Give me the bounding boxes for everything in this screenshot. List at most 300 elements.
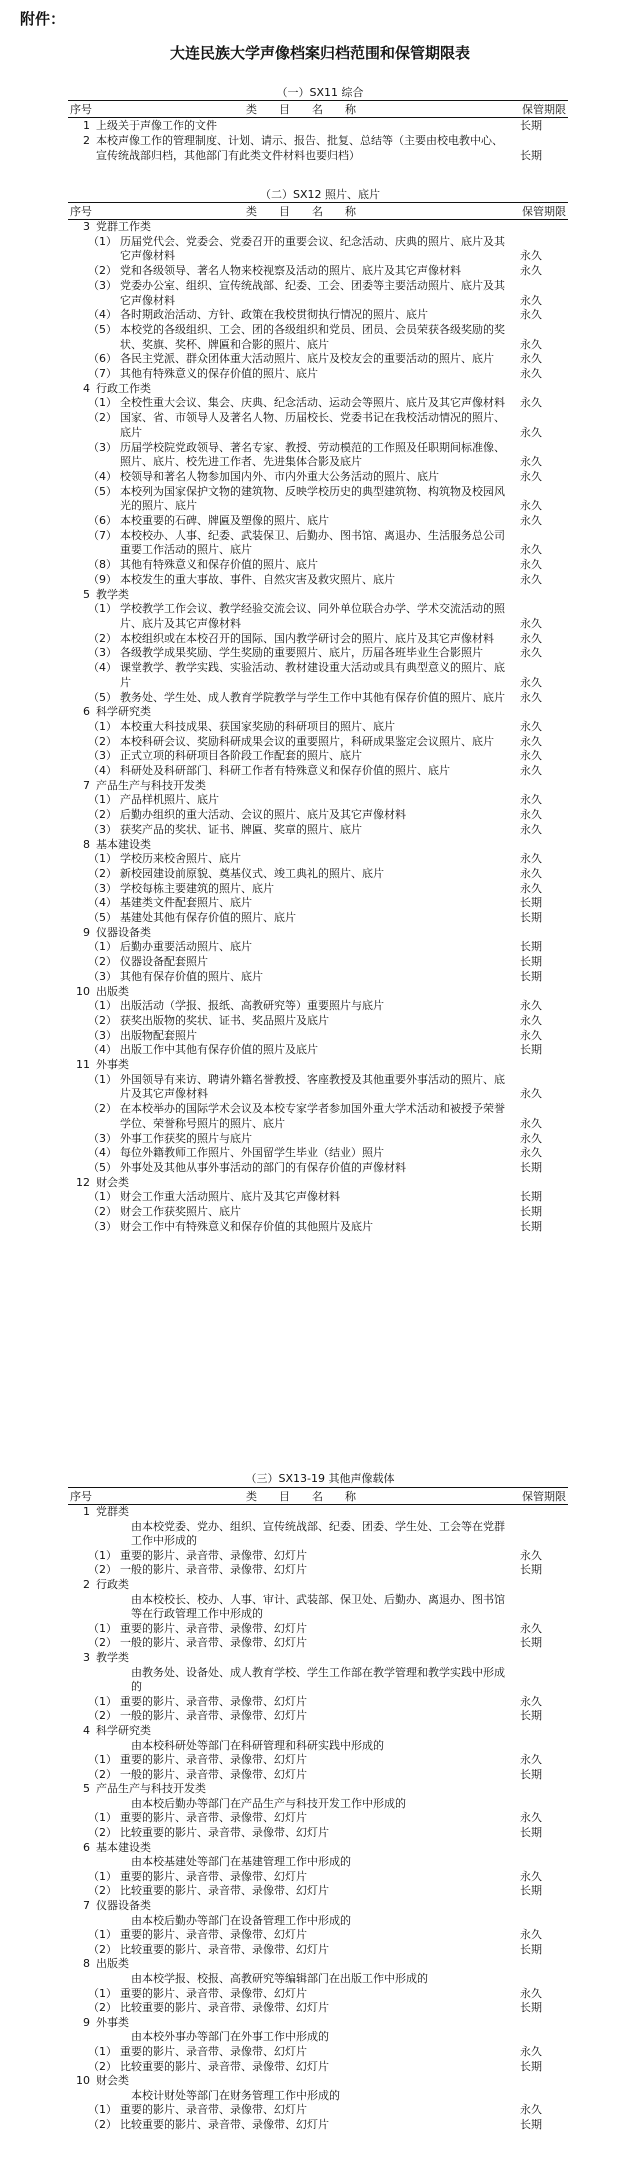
row-number: （1） — [88, 719, 117, 733]
row-retention-period: 长期 — [520, 149, 542, 162]
row-number: 8 — [83, 1957, 90, 1971]
row-number: （2） — [88, 1767, 117, 1781]
row-number: （1） — [88, 1753, 117, 1767]
row-category-text: 其他有特殊意义的保存价值的照片、底片 — [120, 367, 318, 381]
row-category-text: 重要的影片、录音带、录像带、幻灯片 — [120, 1753, 307, 1767]
row-number: （3） — [88, 278, 117, 292]
row-category-text: 重要的影片、录音带、录像带、幻灯片 — [120, 1986, 307, 2000]
row-number: （3） — [88, 440, 117, 454]
table-row — [68, 1622, 568, 1637]
table-row — [68, 793, 568, 808]
header-num: 序号 — [70, 103, 92, 116]
row-category-text: 新校园建设前原貌、奠基仪式、竣工典礼的照片、底片 — [120, 866, 384, 880]
row-retention-period: 永久 — [520, 1087, 542, 1101]
attachment-label: 附件： — [20, 10, 66, 28]
row-category-text: 历届学校院党政领导、著名专家、教授、劳动模范的工作照及任职期间标准像、照片、底片、校先进工作者、先进集体合影及底片 — [120, 440, 505, 469]
row-number: （7） — [88, 528, 117, 542]
row-number: 8 — [83, 837, 90, 851]
table-row — [68, 2074, 568, 2089]
table-row — [68, 2030, 568, 2045]
row-number: （2） — [88, 1884, 117, 1898]
row-category-text: 出版物配套照片 — [120, 1028, 197, 1042]
row-category-text: 外事处及其他从事外事活动的部门的有保存价值的声像材料 — [120, 1161, 406, 1174]
table-row — [68, 646, 568, 661]
table-row — [68, 852, 568, 867]
row-number: （3） — [88, 881, 117, 895]
table-row — [68, 1102, 568, 1131]
row-retention-period: 永久 — [520, 499, 542, 513]
row-number: （2） — [88, 1013, 117, 1027]
row-retention-period: 永久 — [520, 308, 542, 322]
row-number: 10 — [76, 2074, 90, 2088]
table-row — [68, 1709, 568, 1724]
table-row — [68, 470, 568, 485]
table-row — [68, 1190, 568, 1205]
row-category-text: 每位外籍教师工作照片、外国留学生毕业（结业）照片 — [120, 1146, 384, 1160]
table-row — [68, 882, 568, 897]
row-category-text: 课堂教学、教学实践、实验活动、教材建设重大活动或具有典型意义的照片、底片 — [120, 661, 505, 689]
row-number: （3） — [88, 1219, 117, 1233]
row-category-text: 教务处、学生处、成人教育学院教学与学生工作中其他有保存价值的照片、底片 — [120, 690, 505, 704]
row-category-text: 本校重大科技成果、获国家奖励的科研项目的照片、底片 — [120, 719, 395, 733]
row-number: 3 — [83, 220, 90, 233]
row-category-text: 学校历来校舍照片、底片 — [120, 852, 241, 866]
table-row — [68, 220, 568, 235]
row-number: （1） — [88, 1548, 117, 1562]
row-category-text: 财会类 — [96, 2074, 129, 2088]
row-retention-period: 永久 — [520, 2103, 542, 2117]
row-category-text: 基本建设类 — [96, 837, 151, 851]
table-row — [68, 2001, 568, 2016]
row-category-text: 财会工作获奖照片、底片 — [120, 1205, 241, 1219]
row-category-text: 由本校基建处等部门在基建管理工作中形成的 — [131, 1855, 351, 1869]
row-category-text: 本校科研会议、奖励科研成果会议的重要照片，科研成果鉴定会议照片、底片 — [120, 734, 494, 748]
row-retention-period: 长期 — [520, 119, 542, 132]
row-number: （1） — [88, 1621, 117, 1635]
row-category-text: 一般的影片、录音带、录像带、幻灯片 — [120, 1767, 307, 1781]
row-retention-period: 永久 — [520, 822, 542, 836]
row-category-text: 本校计财处等部门在财务管理工作中形成的 — [131, 2088, 340, 2102]
row-retention-period: 永久 — [520, 1811, 542, 1825]
row-number: （8） — [88, 558, 117, 572]
row-category-text: 出版工作中其他有保存价值的照片及底片 — [120, 1043, 318, 1057]
table-row — [68, 1636, 568, 1651]
row-category-text: 由本校校长、校办、人事、审计、武装部、保卫处、后勤办、离退办、图书馆等在行政管理工作中形成的 — [131, 1592, 505, 1621]
row-number: 2 — [83, 1577, 90, 1591]
row-number: （1） — [88, 1190, 117, 1204]
row-number: （6） — [88, 514, 117, 528]
row-retention-period: 长期 — [520, 911, 542, 925]
row-retention-period: 永久 — [520, 293, 542, 307]
row-retention-period: 长期 — [520, 969, 542, 983]
row-retention-period: 永久 — [520, 881, 542, 895]
table-row — [68, 411, 568, 440]
row-number: 6 — [83, 1840, 90, 1854]
row-category-text: 重要的影片、录音带、录像带、幻灯片 — [120, 1694, 307, 1708]
section-2-rows — [68, 220, 568, 1235]
table-row — [68, 2016, 568, 2031]
row-category-text: 后勤办组织的重大活动、会议的照片、底片及其它声像材料 — [120, 808, 406, 822]
row-number: （1） — [88, 1694, 117, 1708]
row-category-text: 本校发生的重大事故、事件、自然灾害及救灾照片、底片 — [120, 572, 395, 586]
table-row — [68, 735, 568, 750]
row-category-text: 由本校外事办等部门在外事工作中形成的 — [131, 2030, 329, 2044]
row-retention-period: 长期 — [520, 1826, 542, 1840]
row-category-text: 财会工作重大活动照片、底片及其它声像材料 — [120, 1190, 340, 1204]
row-category-text: 教学类 — [96, 587, 129, 601]
row-retention-period: 长期 — [520, 1563, 542, 1577]
row-category-text: 基建类文件配套照片、底片 — [120, 896, 252, 910]
row-number: 7 — [83, 778, 90, 792]
row-number: 6 — [83, 705, 90, 719]
row-number: 1 — [83, 1505, 90, 1518]
row-category-text: 全校性重大会议、集会、庆典、纪念活动、运动会等照片、底片及其它声像材料 — [120, 396, 505, 410]
table-row — [68, 1841, 568, 1856]
header-category: 类目名称 — [246, 1490, 378, 1503]
row-category-text: 其他有特殊意义和保存价值的照片、底片 — [120, 558, 318, 572]
row-category-text: 党群工作类 — [96, 220, 151, 233]
row-number: 3 — [83, 1650, 90, 1664]
row-number: （2） — [88, 1942, 117, 1956]
table-row — [68, 779, 568, 794]
row-retention-period: 永久 — [520, 2044, 542, 2058]
row-category-text: 财会工作中有特殊意义和保存价值的其他照片及底片 — [120, 1219, 373, 1233]
row-number: （5） — [88, 1161, 117, 1174]
table-row — [68, 720, 568, 735]
row-category-text: 获奖出版物的奖状、证书、奖品照片及底片 — [120, 1013, 329, 1027]
table-row — [68, 2045, 568, 2060]
row-number: （5） — [88, 322, 117, 336]
row-category-text: 产品生产与科技开发类 — [96, 1782, 206, 1796]
row-category-text: 科学研究类 — [96, 705, 151, 719]
table-row — [68, 1753, 568, 1768]
row-number: 5 — [83, 1782, 90, 1796]
table-row — [68, 1666, 568, 1695]
row-category-text: 各民主党派、群众团体重大活动照片、底片及校友会的重要活动的照片、底片 — [120, 352, 494, 366]
table-row — [68, 764, 568, 779]
row-category-text: 出版类 — [96, 984, 129, 998]
row-category-text: 后勤办重要活动照片、底片 — [120, 940, 252, 954]
table-row — [68, 1899, 568, 1914]
row-number: 11 — [76, 1058, 90, 1072]
table-row — [68, 529, 568, 558]
row-number: （1） — [88, 1986, 117, 2000]
row-category-text: 一般的影片、录音带、录像带、幻灯片 — [120, 1563, 307, 1577]
row-retention-period: 永久 — [520, 719, 542, 733]
row-number: （1） — [88, 602, 117, 616]
row-category-text: 比较重要的影片、录音带、录像带、幻灯片 — [120, 1942, 329, 1956]
row-retention-period: 永久 — [520, 469, 542, 483]
row-category-text: 产品样机照片、底片 — [120, 793, 219, 807]
row-category-text: 外事工作获奖的照片与底片 — [120, 1131, 252, 1145]
table-row — [68, 279, 568, 308]
row-retention-period: 永久 — [520, 543, 542, 557]
table-row — [68, 955, 568, 970]
table-row — [68, 308, 568, 323]
row-retention-period: 永久 — [520, 1986, 542, 2000]
row-category-text: 外国领导有来访、聘请外籍名誉教授、客座教授及其他重要外事活动的照片、底片及其它声像材料 — [120, 1072, 505, 1101]
row-number: （2） — [88, 1826, 117, 1840]
row-number: （2） — [88, 411, 117, 425]
row-number: （2） — [88, 2117, 117, 2131]
table-row — [68, 1928, 568, 1943]
row-category-text: 党群类 — [96, 1505, 129, 1518]
table-row — [68, 133, 568, 163]
row-retention-period: 永久 — [520, 734, 542, 748]
row-number: （3） — [88, 749, 117, 763]
row-number: （2） — [88, 2001, 117, 2015]
row-category-text: 仪器设备配套照片 — [120, 955, 208, 969]
row-category-text: 重要的影片、录音带、录像带、幻灯片 — [120, 1548, 307, 1562]
table-row — [68, 867, 568, 882]
header-num: 序号 — [70, 1490, 92, 1503]
row-number: （1） — [88, 940, 117, 954]
table-row — [68, 1058, 568, 1073]
table-row — [68, 705, 568, 720]
row-category-text: 本校组织或在本校召开的国际、国内教学研讨会的照片、底片及其它声像材料 — [120, 631, 494, 645]
row-number: （2） — [88, 1709, 117, 1723]
row-category-text: 国家、省、市领导人及著名人物、历届校长、党委书记在我校活动情况的照片、底片 — [120, 411, 505, 439]
table-row — [68, 1943, 568, 1958]
row-category-text: 重要的影片、录音带、录像带、幻灯片 — [120, 1928, 307, 1942]
row-retention-period: 永久 — [520, 1753, 542, 1767]
row-number: 9 — [83, 925, 90, 939]
table-row — [68, 1073, 568, 1102]
table-row — [68, 1593, 568, 1622]
row-number: （5） — [88, 911, 117, 925]
table-row — [68, 352, 568, 367]
header-period: 保管期限 — [522, 1490, 566, 1503]
table-row — [68, 970, 568, 985]
row-number: （3） — [88, 646, 117, 660]
row-retention-period: 长期 — [520, 1219, 542, 1233]
table-row — [68, 1651, 568, 1666]
row-number: （2） — [88, 1636, 117, 1650]
row-retention-period: 永久 — [520, 352, 542, 366]
row-category-text: 由本校后勤办等部门在设备管理工作中形成的 — [131, 1913, 351, 1927]
section-title-3: （三）SX13-19 其他声像载体 — [245, 1472, 395, 1485]
header-category: 类目名称 — [246, 103, 378, 116]
table-row — [68, 118, 568, 133]
row-number: （3） — [88, 1131, 117, 1145]
row-category-text: 基本建设类 — [96, 1840, 151, 1854]
table-row — [68, 1014, 568, 1029]
row-retention-period: 永久 — [520, 1928, 542, 1942]
row-category-text: 仪器设备类 — [96, 1899, 151, 1913]
row-number: （1） — [88, 2103, 117, 2117]
table-row — [68, 602, 568, 631]
row-category-text: 校领导和著名人物参加国内外、市内外重大公务活动的照片、底片 — [120, 469, 439, 483]
table-row — [68, 1029, 568, 1044]
row-category-text: 学校每栋主要建筑的照片、底片 — [120, 881, 274, 895]
table-row — [68, 1220, 568, 1235]
row-retention-period: 永久 — [520, 690, 542, 704]
document-title: 大连民族大学声像档案归档范围和保管期限表 — [169, 44, 470, 62]
table-row — [68, 999, 568, 1014]
header-period: 保管期限 — [522, 103, 566, 116]
row-retention-period: 长期 — [520, 2059, 542, 2073]
row-retention-period: 永久 — [520, 249, 542, 263]
row-number: （2） — [88, 1563, 117, 1577]
table-row — [68, 1563, 568, 1578]
table-row — [68, 396, 568, 411]
section-title-1: （一）SX11 综合 — [276, 86, 364, 99]
row-category-text: 由本校科研处等部门在科研管理和科研实践中形成的 — [131, 1738, 384, 1752]
row-category-text: 外事类 — [96, 1058, 129, 1072]
table-row — [68, 558, 568, 573]
table-row — [68, 1855, 568, 1870]
row-retention-period: 长期 — [520, 1767, 542, 1781]
row-retention-period: 长期 — [520, 1161, 542, 1174]
row-number: （3） — [88, 822, 117, 836]
row-category-text: 一般的影片、录音带、录像带、幻灯片 — [120, 1709, 307, 1723]
header-period: 保管期限 — [522, 205, 566, 218]
row-category-text: 其他有保存价值的照片、底片 — [120, 969, 263, 983]
table-row — [68, 1987, 568, 2002]
row-category-text: 比较重要的影片、录音带、录像带、幻灯片 — [120, 1884, 329, 1898]
row-number: （1） — [88, 1072, 117, 1086]
table-row — [68, 1176, 568, 1191]
row-number: （6） — [88, 352, 117, 366]
table-row — [68, 485, 568, 514]
row-number: （1） — [88, 793, 117, 807]
row-number: （2） — [88, 2059, 117, 2073]
row-retention-period: 长期 — [520, 1190, 542, 1204]
row-category-text: 由本校后勤办等部门在产品生产与科技开发工作中形成的 — [131, 1796, 406, 1810]
row-category-text: 获奖产品的奖状、证书、牌匾、奖章的照片、底片 — [120, 822, 362, 836]
row-category-text: 本校重要的石碑、牌匾及塑像的照片、底片 — [120, 514, 329, 528]
row-number: （1） — [88, 999, 117, 1013]
row-retention-period: 永久 — [520, 1013, 542, 1027]
row-retention-period: 永久 — [520, 675, 542, 689]
table-row — [68, 1811, 568, 1826]
row-retention-period: 永久 — [520, 749, 542, 763]
table-row — [68, 1914, 568, 1929]
table-row — [68, 1884, 568, 1899]
table-row — [68, 441, 568, 470]
table-row — [68, 2089, 568, 2104]
table-row — [68, 1043, 568, 1058]
row-category-text: 财会类 — [96, 1175, 129, 1189]
row-retention-period: 永久 — [520, 264, 542, 278]
row-number: （2） — [88, 734, 117, 748]
row-number: （3） — [88, 969, 117, 983]
row-retention-period: 长期 — [520, 1942, 542, 1956]
row-retention-period: 长期 — [520, 955, 542, 969]
row-category-text: 比较重要的影片、录音带、录像带、幻灯片 — [120, 2001, 329, 2015]
table-row — [68, 2103, 568, 2118]
row-retention-period: 长期 — [520, 1636, 542, 1650]
row-category-text: 科研处及科研部门、科研工作者有特殊意义和保存价值的照片、底片 — [120, 764, 450, 778]
row-number: （1） — [88, 1869, 117, 1883]
row-category-text: 比较重要的影片、录音带、录像带、幻灯片 — [120, 2117, 329, 2131]
row-retention-period: 永久 — [520, 1028, 542, 1042]
table-row — [68, 235, 568, 264]
row-number: 4 — [83, 1723, 90, 1737]
row-retention-period: 永久 — [520, 337, 542, 351]
row-category-text: 一般的影片、录音带、录像带、幻灯片 — [120, 1636, 307, 1650]
table-row — [68, 1768, 568, 1783]
row-number: 7 — [83, 1899, 90, 1913]
table-row — [68, 2118, 568, 2133]
table-row — [68, 1161, 568, 1176]
row-retention-period: 永久 — [520, 999, 542, 1013]
table-row — [68, 691, 568, 706]
row-retention-period: 长期 — [520, 1043, 542, 1057]
row-category-text: 仪器设备类 — [96, 925, 151, 939]
row-number: （3） — [88, 1028, 117, 1042]
row-category-text: 产品生产与科技开发类 — [96, 778, 206, 792]
table-row — [68, 749, 568, 764]
row-number: （1） — [88, 852, 117, 866]
row-number: （2） — [88, 866, 117, 880]
table-header-3 — [68, 1487, 568, 1505]
row-retention-period: 永久 — [520, 396, 542, 410]
row-number: 9 — [83, 2015, 90, 2029]
row-category-text: 本校列为国家保护文物的建筑物、反映学校历史的典型建筑物、构筑物及校园风光的照片、底片 — [120, 484, 505, 513]
row-category-text: 重要的影片、录音带、录像带、幻灯片 — [120, 2103, 307, 2117]
row-number: （2） — [88, 631, 117, 645]
table-row — [68, 1505, 568, 1520]
row-number: （2） — [88, 264, 117, 278]
row-retention-period: 永久 — [520, 1869, 542, 1883]
row-retention-period: 长期 — [520, 1709, 542, 1723]
row-retention-period: 永久 — [520, 1146, 542, 1160]
row-number: 4 — [83, 381, 90, 395]
row-category-text: 比较重要的影片、录音带、录像带、幻灯片 — [120, 2059, 329, 2073]
table-header-2 — [68, 202, 568, 220]
row-number: 5 — [83, 587, 90, 601]
row-category-text: 由本校党委、党办、组织、宣传统战部、纪委、团委、学生处、工会等在党群工作中形成的 — [131, 1519, 505, 1548]
row-number: （2） — [88, 955, 117, 969]
header-category: 类目名称 — [246, 205, 378, 218]
table-row — [68, 1782, 568, 1797]
row-retention-period: 永久 — [520, 425, 542, 439]
row-number: （4） — [88, 308, 117, 322]
row-category-text: 历届党代会、党委会、党委召开的重要会议、纪念活动、庆典的照片、底片及其它声像材料 — [120, 234, 505, 263]
row-category-text: 基建处其他有保存价值的照片、底片 — [120, 911, 296, 925]
row-retention-period: 永久 — [520, 646, 542, 660]
row-retention-period: 永久 — [520, 631, 542, 645]
table-row — [68, 926, 568, 941]
row-retention-period: 长期 — [520, 1884, 542, 1898]
row-category-text: 教学类 — [96, 1650, 129, 1664]
row-number: （9） — [88, 572, 117, 586]
row-number: （1） — [88, 234, 117, 248]
row-retention-period: 永久 — [520, 808, 542, 822]
table-row — [68, 1739, 568, 1754]
row-number: （5） — [88, 484, 117, 498]
table-row — [68, 661, 568, 690]
row-number: （2） — [88, 1102, 117, 1116]
row-category-text: 行政类 — [96, 1577, 129, 1591]
table-row — [68, 367, 568, 382]
row-category-text: 重要的影片、录音带、录像带、幻灯片 — [120, 1869, 307, 1883]
row-category-text: 由本校学报、校报、高教研究等编辑部门在出版工作中形成的 — [131, 1972, 428, 1985]
row-retention-period: 永久 — [520, 1131, 542, 1145]
row-number: （2） — [88, 1205, 117, 1219]
table-row — [68, 1870, 568, 1885]
row-retention-period: 永久 — [520, 455, 542, 469]
section-title-2: （二）SX12 照片、底片 — [259, 188, 380, 201]
row-retention-period: 永久 — [520, 558, 542, 572]
table-row — [68, 632, 568, 647]
table-row — [68, 1146, 568, 1161]
table-row — [68, 1132, 568, 1147]
row-number: （4） — [88, 896, 117, 910]
row-category-text: 行政工作类 — [96, 381, 151, 395]
row-retention-period: 永久 — [520, 572, 542, 586]
